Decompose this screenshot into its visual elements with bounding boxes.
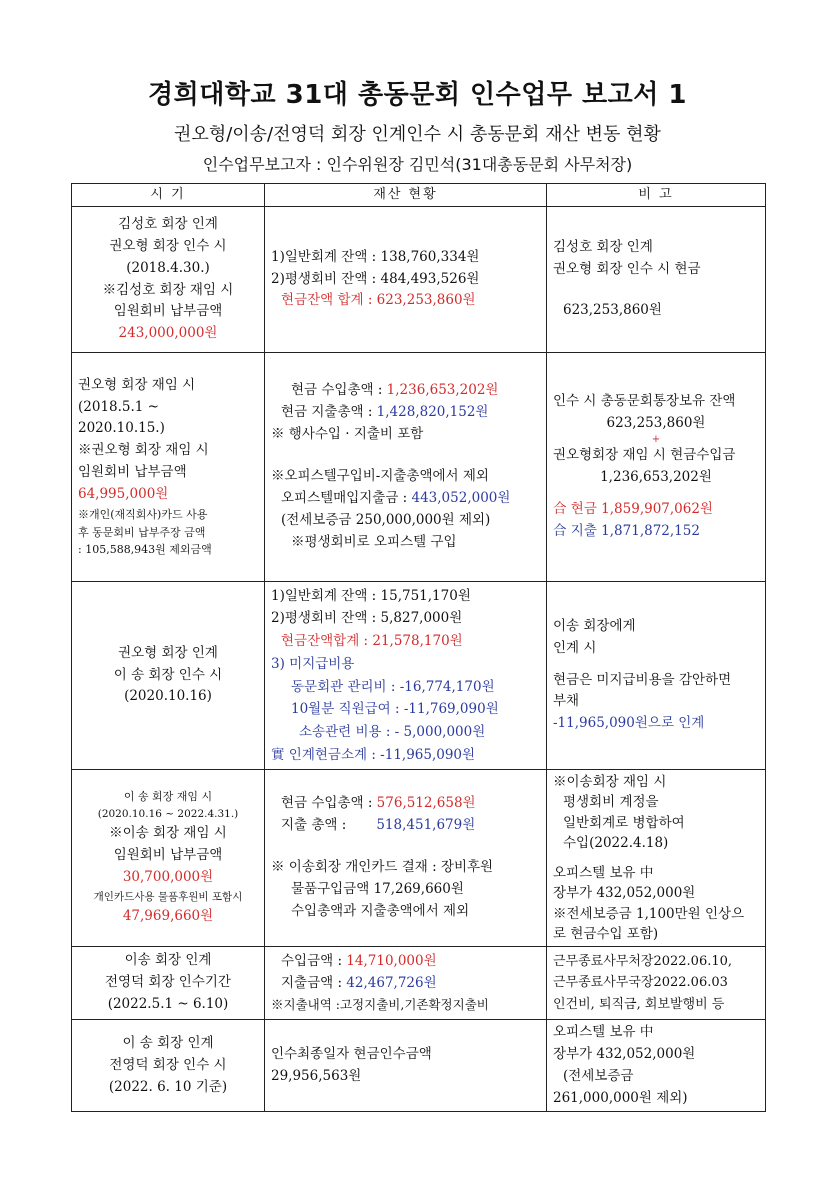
note-line: 김성호 회장 인계 [553, 238, 653, 255]
officetel-purchase [271, 488, 540, 510]
period-line: 임원회비 납부금액 [113, 847, 223, 864]
note-line: 현금은 미지급비용을 감안하면 [553, 671, 732, 688]
period-line: 후 동문회비 납부주장 금액 [78, 525, 206, 539]
period-line: (2020.10.16) [124, 688, 212, 705]
spacer [553, 280, 759, 300]
note-line: 오피스텔 보유 中 [553, 1024, 654, 1040]
expense-total [271, 815, 540, 837]
period-amount: 64,995,000원 [78, 486, 169, 502]
note-line: (전세보증금 [563, 1067, 634, 1084]
period-line: (2018.4.30.) [126, 259, 210, 276]
asset-line: ※지출내역 :고정지출비,기존확정지출비 [271, 996, 489, 1012]
income-total [271, 951, 540, 973]
sum-expense [553, 521, 759, 543]
period-cell [72, 1020, 265, 1112]
period-line: 임원회비 납부금액 [113, 303, 223, 320]
expense-label: 지출 총액 : [281, 817, 377, 834]
expense-total [271, 402, 540, 424]
asset-line: 1)일반회계 잔액 : 138,760,334원 [271, 248, 480, 265]
unpaid-heading: 3) 미지급비용 [271, 655, 355, 672]
sum-expense-value: 1,871,872,152 [601, 522, 700, 539]
note-line: 장부가 432,052,000원 [553, 1045, 696, 1062]
period-line: 개인카드사용 물품후원비 포함시 [93, 890, 243, 903]
asset-line: ※ 이송회장 개인카드 결재 : 장비후원 [271, 859, 494, 876]
period-line: 2020.10.15.) [78, 420, 165, 437]
note-line: 261,000,000원 제외) [553, 1089, 688, 1106]
officetel-value: 443,052,000원 [411, 489, 511, 506]
spacer [271, 837, 540, 857]
period-line: ※개인(재직회사)카드 사용 [78, 507, 208, 521]
period-line: : 105,588,943원 제외금액 [78, 543, 212, 557]
period-cell [72, 582, 265, 770]
spacer [553, 489, 759, 499]
table-row [72, 947, 766, 1020]
period-line: ※이송 회장 재임 시 [109, 825, 227, 842]
period-amount: 243,000,000원 [118, 325, 218, 342]
note-line: 수입(2022.4.18) [563, 834, 669, 851]
note-line: 1,236,653,202원 [600, 469, 712, 485]
header-assets: 재산 현황 [265, 184, 547, 207]
assets-cell [265, 770, 547, 947]
asset-line: 2)평생회비 잔액 : 484,493,526원 [271, 270, 480, 287]
spacer [271, 446, 540, 466]
asset-line: (전세보증금 250,000,000원 제외) [281, 511, 491, 528]
period-line: 이송 회장 인계 [124, 952, 212, 969]
income-total [271, 793, 540, 815]
assets-cell [265, 947, 547, 1020]
report-title: 경희대학교 31대 총동문회 인수업무 보고서 1 [147, 80, 687, 110]
period-line: (2020.10.16 ~ 2022.4.31.) [97, 808, 239, 821]
spacer [553, 660, 759, 670]
header-notes: 비 고 [547, 184, 766, 207]
period-line: 이 송 회장 인계 [122, 1034, 214, 1051]
asset-line: 29,956,563원 [271, 1067, 362, 1084]
income-label: 현금 수입총액 : [281, 795, 377, 812]
income-total [271, 380, 540, 402]
unpaid-item: 동문회관 관리비 : -16,774,170원 [291, 678, 495, 695]
unpaid-item: 10월분 직원급여 : -11,769,090원 [291, 701, 499, 718]
net-transfer: 實 인계현금소계 : -11,965,090원 [271, 746, 476, 763]
period-line: (2022.5.1 ~ 6.10) [107, 995, 229, 1012]
notes-cell [547, 947, 766, 1020]
period-line: (2018.5.1 ~ [78, 398, 159, 415]
income-label: 수입금액 : [281, 953, 347, 970]
asset-line: 2)평생회비 잔액 : 5,827,000원 [271, 610, 463, 627]
notes-cell [547, 353, 766, 582]
asset-line: 물품구입금액 17,269,660원 [291, 880, 464, 897]
period-line: 권오형 회장 재임 시 [78, 376, 196, 393]
assets-cell [265, 582, 547, 770]
income-value: 1,236,653,202원 [386, 382, 499, 399]
period-line: 권오형 회장 인계 [118, 644, 218, 661]
sum-expense-label: 合 지출 [553, 522, 602, 539]
note-line: 장부가 432,052,000원 [553, 885, 696, 902]
period-line: 임원회비 납부금액 [78, 464, 187, 481]
expense-total [271, 973, 540, 995]
period-cell [72, 947, 265, 1020]
sum-cash [553, 499, 759, 521]
note-line: 부채 [553, 693, 580, 710]
income-value: 576,512,658원 [376, 795, 476, 812]
period-line: 김성호 회장 인계 [118, 215, 218, 232]
note-line: 권오형 회장 인수 시 현금 [553, 260, 701, 277]
asset-change-table [71, 183, 766, 1112]
spacer [553, 853, 759, 863]
expense-label: 현금 지출총액 : [281, 404, 377, 421]
table-row [72, 353, 766, 582]
note-line: ※이송회장 재임 시 [553, 774, 667, 790]
asset-line: ※ 행사수입 · 지출비 포함 [271, 426, 424, 443]
cash-total: 현금잔액합계 : 21,578,170원 [281, 633, 463, 650]
asset-line: ※평생회비로 오피스텔 구입 [291, 533, 457, 550]
expense-value: 1,428,820,152원 [376, 404, 489, 421]
notes-cell [547, 1020, 766, 1112]
asset-line: ※오피스텔구입비-지출총액에서 제외 [271, 468, 489, 485]
cash-total: 현금잔액 합계 : 623,253,860원 [281, 292, 476, 309]
period-line: 이 송 회장 재임 시 [123, 790, 213, 804]
period-cell [72, 353, 265, 582]
income-label: 현금 수입총액 : [291, 382, 387, 399]
sum-cash-label: 合 현금 [553, 500, 602, 517]
period-line: ※권오형 회장 재임 시 [78, 442, 209, 459]
asset-line: 1)일반회계 잔액 : 15,751,170원 [271, 587, 471, 604]
note-line: 인계 시 [553, 639, 597, 656]
table-header-row [72, 184, 766, 207]
header-period: 시 기 [72, 184, 265, 207]
note-line: 오피스텔 보유 中 [553, 865, 654, 881]
note-line: 일반회계로 병합하여 [563, 814, 685, 831]
period-amount: 47,969,660원 [122, 907, 214, 924]
table-row [72, 207, 766, 353]
table-row [72, 582, 766, 770]
unpaid-item: 소송관련 비용 : - 5,000,000원 [299, 723, 486, 740]
assets-cell [265, 353, 547, 582]
period-cell [72, 770, 265, 947]
reporter-line: 인수업무보고자 : 인수위원장 김민석(31대총동문회 사무처장) [202, 155, 633, 174]
period-amount: 30,700,000원 [122, 868, 214, 885]
note-line: 근무종료사무국장2022.06.03 [553, 975, 728, 991]
period-line: 전영덕 회장 인수 시 [109, 1056, 227, 1073]
note-line: 623,253,860원 [563, 302, 662, 319]
period-line: (2022. 6. 10 기준) [108, 1078, 228, 1095]
note-line: 623,253,860원 [606, 415, 706, 432]
report-subtitle: 권오형/이송/전영덕 회장 인계인수 시 총동문회 재산 변동 현황 [174, 124, 661, 145]
period-line: 이 송 회장 인수 시 [113, 666, 223, 683]
note-line: 이송 회장에게 [553, 617, 636, 634]
period-line: 전영덕 회장 인수기간 [105, 974, 231, 991]
table-row [72, 1020, 766, 1112]
table-row [72, 770, 766, 947]
officetel-label: 오피스텔매입지출금 : [281, 489, 412, 506]
notes-cell [547, 770, 766, 947]
notes-cell [547, 582, 766, 770]
plus-sign: + [651, 434, 661, 446]
income-value: 14,710,000원 [346, 953, 437, 970]
notes-cell [547, 207, 766, 353]
note-line: 로 현금수입 포함) [553, 925, 659, 942]
expense-label: 지출금액 : [281, 974, 347, 991]
note-line: -11,965,090원으로 인계 [553, 715, 705, 732]
assets-cell [265, 1020, 547, 1112]
note-line: ※전세보증금 1,100만원 인상으 [553, 905, 745, 922]
asset-line: 수입총액과 지출총액에서 제외 [291, 902, 470, 919]
period-line: 권오형 회장 인수 시 [109, 237, 227, 254]
period-line: ※김성호 회장 재임 시 [102, 281, 234, 298]
note-line: 평생회비 계정을 [563, 794, 659, 811]
assets-cell [265, 207, 547, 353]
note-line: 권오형회장 재임 시 현금수입금 [553, 447, 736, 464]
note-line: 근무종료사무처장2022.06.10, [553, 954, 733, 970]
expense-value: 518,451,679원 [376, 817, 476, 834]
asset-line: 인수최종일자 현금인수금액 [271, 1045, 432, 1062]
note-line: 인수 시 총동문회통장보유 잔액 [553, 393, 736, 410]
expense-value: 42,467,726원 [346, 974, 437, 991]
period-cell [72, 207, 265, 353]
sum-cash-value: 1,859,907,062원 [601, 500, 713, 517]
note-line: 인건비, 퇴직금, 회보발행비 등 [553, 996, 725, 1012]
